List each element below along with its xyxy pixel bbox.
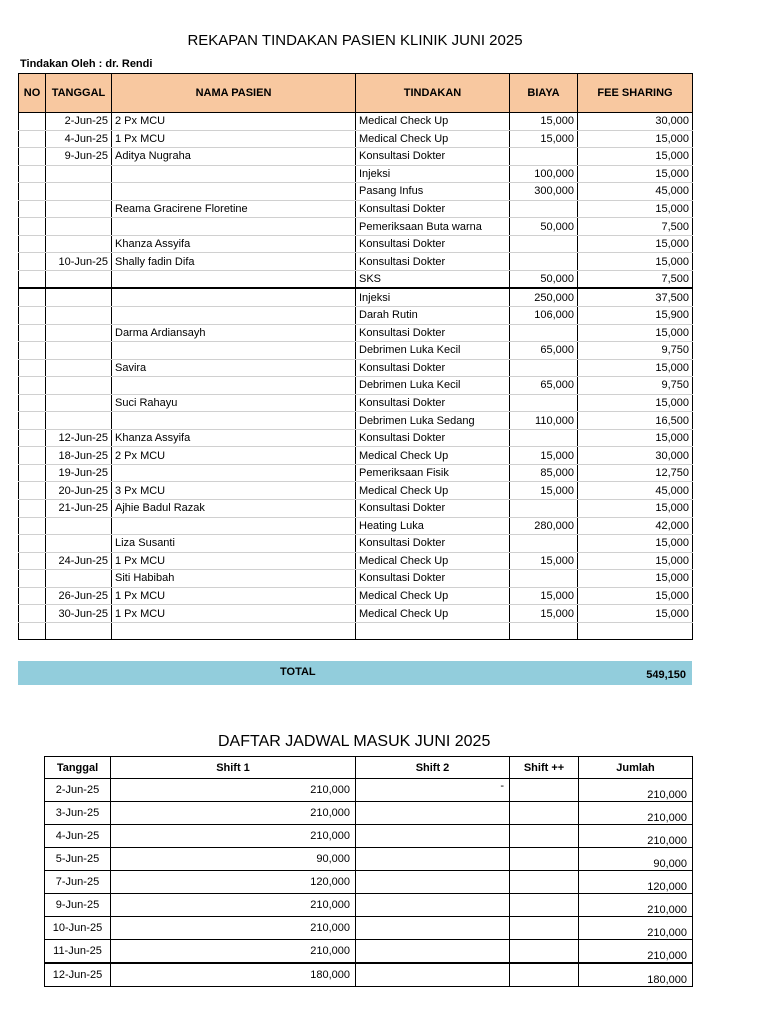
cell-no	[19, 535, 46, 553]
cell-tindakan: Konsultasi Dokter	[356, 148, 510, 166]
cell-biaya	[510, 359, 578, 377]
cell-nama-pasien: Liza Susanti	[112, 535, 356, 553]
cell-tanggal	[46, 183, 112, 201]
cell-jumlah: 120,000	[579, 871, 693, 894]
cell-tanggal: 10-Jun-25	[46, 253, 112, 271]
cell-tanggal: 19-Jun-25	[46, 464, 112, 482]
cell-tindakan: Pemeriksaan Fisik	[356, 464, 510, 482]
cell-no	[19, 622, 46, 640]
cell-nama-pasien: Shally fadin Difa	[112, 253, 356, 271]
table-row	[45, 917, 693, 940]
cell-biaya: 15,000	[510, 482, 578, 500]
cell-no	[19, 165, 46, 183]
cell-no	[19, 500, 46, 518]
cell-tindakan: Medical Check Up	[356, 587, 510, 605]
cell-tanggal	[46, 324, 112, 342]
cell-jumlah: 210,000	[579, 940, 693, 964]
cell-tindakan: Injeksi	[356, 288, 510, 306]
cell-fee-sharing: 15,000	[578, 324, 693, 342]
cell-shift-plus	[510, 871, 579, 894]
cell-no	[19, 148, 46, 166]
cell-biaya	[510, 500, 578, 518]
cell-biaya	[510, 253, 578, 271]
cell-no	[19, 235, 46, 253]
cell-tanggal: 4-Jun-25	[45, 825, 111, 848]
cell-fee-sharing: 15,000	[578, 535, 693, 553]
cell-fee-sharing: 15,000	[578, 500, 693, 518]
cell-biaya: 250,000	[510, 288, 578, 306]
table-row	[19, 622, 693, 640]
cell-tanggal: 9-Jun-25	[46, 148, 112, 166]
cell-no	[19, 200, 46, 218]
cell-nama-pasien: 1 Px MCU	[112, 130, 356, 148]
cell-nama-pasien	[112, 270, 356, 288]
cell-fee-sharing: 15,000	[578, 130, 693, 148]
cell-jumlah: 210,000	[579, 825, 693, 848]
total-bar	[18, 661, 692, 685]
cell-tanggal	[46, 165, 112, 183]
table-row	[45, 848, 693, 871]
cell-biaya	[510, 429, 578, 447]
cell-no	[19, 464, 46, 482]
table-row	[19, 359, 693, 377]
cell-nama-pasien	[112, 165, 356, 183]
cell-shift-plus	[510, 825, 579, 848]
table-row	[45, 963, 693, 987]
cell-nama-pasien: 3 Px MCU	[112, 482, 356, 500]
cell-fee-sharing: 15,000	[578, 570, 693, 588]
cell-shift-plus	[510, 917, 579, 940]
cell-no	[19, 218, 46, 236]
cell-biaya	[510, 148, 578, 166]
cell-fee-sharing: 15,000	[578, 253, 693, 271]
cell-tindakan: Konsultasi Dokter	[356, 200, 510, 218]
cell-nama-pasien	[112, 622, 356, 640]
cell-biaya: 300,000	[510, 183, 578, 201]
cell-tanggal	[46, 200, 112, 218]
cell-shift-2	[356, 963, 510, 987]
cell-fee-sharing: 7,500	[578, 270, 693, 288]
total-value: 549,150	[646, 669, 686, 681]
table-row	[19, 552, 693, 570]
table-row	[19, 412, 693, 430]
cell-fee-sharing	[578, 622, 693, 640]
cell-tanggal: 24-Jun-25	[46, 552, 112, 570]
cell-nama-pasien: 1 Px MCU	[112, 605, 356, 623]
cell-tanggal: 12-Jun-25	[45, 963, 111, 987]
cell-nama-pasien	[112, 288, 356, 306]
cell-no	[19, 288, 46, 306]
table-row	[45, 802, 693, 825]
cell-fee-sharing: 42,000	[578, 517, 693, 535]
table-row	[19, 429, 693, 447]
cell-shift-1: 210,000	[111, 940, 356, 964]
cell-tanggal: 26-Jun-25	[46, 587, 112, 605]
table-row	[19, 218, 693, 236]
cell-no	[19, 377, 46, 395]
cell-nama-pasien: Reama Gracirene Floretine	[112, 200, 356, 218]
table-row	[19, 447, 693, 465]
cell-tanggal	[46, 218, 112, 236]
table-row	[19, 200, 693, 218]
cell-nama-pasien: 1 Px MCU	[112, 552, 356, 570]
table-row	[19, 342, 693, 360]
cell-tindakan: Konsultasi Dokter	[356, 500, 510, 518]
table-row	[45, 779, 693, 802]
cell-tanggal: 20-Jun-25	[46, 482, 112, 500]
cell-biaya	[510, 394, 578, 412]
cell-tanggal	[46, 270, 112, 288]
cell-fee-sharing: 12,750	[578, 464, 693, 482]
cell-no	[19, 270, 46, 288]
cell-tanggal: 9-Jun-25	[45, 894, 111, 917]
table-row	[19, 270, 693, 288]
table-row	[19, 500, 693, 518]
cell-biaya	[510, 622, 578, 640]
column-header-biaya: BIAYA	[510, 74, 578, 113]
cell-no	[19, 552, 46, 570]
cell-tindakan: Medical Check Up	[356, 482, 510, 500]
cell-fee-sharing: 45,000	[578, 183, 693, 201]
cell-biaya: 15,000	[510, 605, 578, 623]
cell-shift-1: 210,000	[111, 825, 356, 848]
cell-shift-1: 90,000	[111, 848, 356, 871]
cell-tanggal: 2-Jun-25	[46, 113, 112, 131]
cell-fee-sharing: 15,000	[578, 605, 693, 623]
column-header-no: NO	[19, 74, 46, 113]
cell-tanggal: 3-Jun-25	[45, 802, 111, 825]
cell-shift-plus	[510, 779, 579, 802]
cell-biaya: 106,000	[510, 307, 578, 325]
column-header-tanggal: TANGGAL	[46, 74, 112, 113]
cell-tindakan: Konsultasi Dokter	[356, 570, 510, 588]
cell-no	[19, 113, 46, 131]
schedule-header-row	[45, 757, 693, 779]
cell-no	[19, 130, 46, 148]
cell-biaya	[510, 235, 578, 253]
treatment-table	[18, 73, 693, 640]
table-row	[19, 183, 693, 201]
cell-fee-sharing: 15,000	[578, 165, 693, 183]
cell-biaya: 65,000	[510, 377, 578, 395]
cell-tanggal: 12-Jun-25	[46, 429, 112, 447]
cell-tindakan: Heating Luka	[356, 517, 510, 535]
cell-tindakan: Pasang Infus	[356, 183, 510, 201]
cell-shift-plus	[510, 963, 579, 987]
table-row	[45, 894, 693, 917]
cell-no	[19, 307, 46, 325]
cell-shift-1: 180,000	[111, 963, 356, 987]
cell-tindakan: Konsultasi Dokter	[356, 235, 510, 253]
cell-tindakan: Medical Check Up	[356, 552, 510, 570]
cell-nama-pasien: Khanza Assyifa	[112, 235, 356, 253]
cell-tindakan: Pemeriksaan Buta warna	[356, 218, 510, 236]
cell-fee-sharing: 30,000	[578, 113, 693, 131]
cell-shift-2	[356, 940, 510, 964]
cell-tanggal: 11-Jun-25	[45, 940, 111, 964]
cell-shift-1: 210,000	[111, 894, 356, 917]
cell-biaya: 50,000	[510, 270, 578, 288]
cell-tanggal	[46, 342, 112, 360]
cell-tindakan: Medical Check Up	[356, 605, 510, 623]
column-header-jumlah: Jumlah	[579, 757, 693, 779]
cell-biaya: 15,000	[510, 130, 578, 148]
table-row	[19, 394, 693, 412]
cell-fee-sharing: 15,000	[578, 394, 693, 412]
schedule-table	[44, 756, 693, 987]
cell-nama-pasien	[112, 183, 356, 201]
cell-tanggal	[46, 288, 112, 306]
cell-nama-pasien: Aditya Nugraha	[112, 148, 356, 166]
cell-shift-plus	[510, 848, 579, 871]
cell-fee-sharing: 15,900	[578, 307, 693, 325]
cell-shift-2	[356, 848, 510, 871]
schedule-title: DAFTAR JADWAL MASUK JUNI 2025	[218, 733, 491, 750]
cell-nama-pasien	[112, 517, 356, 535]
cell-fee-sharing: 15,000	[578, 235, 693, 253]
cell-tindakan: Debrimen Luka Kecil	[356, 342, 510, 360]
cell-fee-sharing: 15,000	[578, 148, 693, 166]
cell-fee-sharing: 15,000	[578, 200, 693, 218]
cell-shift-1: 120,000	[111, 871, 356, 894]
cell-tindakan: Konsultasi Dokter	[356, 429, 510, 447]
cell-fee-sharing: 15,000	[578, 552, 693, 570]
cell-tindakan: Konsultasi Dokter	[356, 324, 510, 342]
cell-shift-2: -	[356, 779, 510, 802]
cell-fee-sharing: 45,000	[578, 482, 693, 500]
cell-shift-plus	[510, 940, 579, 964]
cell-nama-pasien: Khanza Assyifa	[112, 429, 356, 447]
cell-tanggal	[46, 235, 112, 253]
cell-nama-pasien	[112, 307, 356, 325]
cell-fee-sharing: 15,000	[578, 359, 693, 377]
cell-biaya	[510, 324, 578, 342]
cell-tanggal: 30-Jun-25	[46, 605, 112, 623]
cell-biaya: 65,000	[510, 342, 578, 360]
cell-jumlah: 210,000	[579, 894, 693, 917]
cell-fee-sharing: 9,750	[578, 377, 693, 395]
cell-tindakan: Medical Check Up	[356, 113, 510, 131]
cell-biaya	[510, 200, 578, 218]
cell-shift-2	[356, 871, 510, 894]
cell-tanggal	[46, 622, 112, 640]
cell-shift-2	[356, 802, 510, 825]
cell-biaya	[510, 535, 578, 553]
cell-shift-1: 210,000	[111, 917, 356, 940]
cell-jumlah: 210,000	[579, 779, 693, 802]
table-row	[19, 253, 693, 271]
cell-shift-plus	[510, 802, 579, 825]
cell-tanggal	[46, 359, 112, 377]
table-row	[19, 464, 693, 482]
cell-tindakan: Konsultasi Dokter	[356, 253, 510, 271]
cell-fee-sharing: 15,000	[578, 587, 693, 605]
column-header-tanggal: Tanggal	[45, 757, 111, 779]
cell-nama-pasien	[112, 412, 356, 430]
cell-nama-pasien	[112, 218, 356, 236]
cell-biaya: 15,000	[510, 447, 578, 465]
cell-nama-pasien: 2 Px MCU	[112, 447, 356, 465]
cell-nama-pasien	[112, 377, 356, 395]
cell-no	[19, 429, 46, 447]
cell-biaya: 50,000	[510, 218, 578, 236]
cell-tindakan: Debrimen Luka Sedang	[356, 412, 510, 430]
table-row	[19, 535, 693, 553]
cell-shift-2	[356, 894, 510, 917]
cell-tindakan: Konsultasi Dokter	[356, 394, 510, 412]
cell-tindakan: Injeksi	[356, 165, 510, 183]
cell-nama-pasien: Suci Rahayu	[112, 394, 356, 412]
cell-tanggal	[46, 570, 112, 588]
cell-tindakan: Medical Check Up	[356, 447, 510, 465]
cell-tanggal	[46, 307, 112, 325]
cell-tanggal: 21-Jun-25	[46, 500, 112, 518]
column-header-tindakan: TINDAKAN	[356, 74, 510, 113]
table-row	[19, 148, 693, 166]
table-row	[19, 587, 693, 605]
cell-jumlah: 180,000	[579, 963, 693, 987]
cell-tindakan: SKS	[356, 270, 510, 288]
cell-tanggal	[46, 517, 112, 535]
treatment-header-row	[19, 74, 693, 113]
table-row	[19, 377, 693, 395]
cell-tanggal: 2-Jun-25	[45, 779, 111, 802]
report-title: REKAPAN TINDAKAN PASIEN KLINIK JUNI 2025	[187, 32, 523, 49]
table-row	[19, 235, 693, 253]
table-row	[19, 324, 693, 342]
cell-no	[19, 605, 46, 623]
column-header-shift-plus: Shift ++	[510, 757, 579, 779]
table-row	[45, 825, 693, 848]
table-row	[19, 307, 693, 325]
table-row	[19, 113, 693, 131]
cell-tanggal	[46, 412, 112, 430]
cell-jumlah: 210,000	[579, 802, 693, 825]
cell-tindakan: Darah Rutin	[356, 307, 510, 325]
column-header-nama-pasien: NAMA PASIEN	[112, 74, 356, 113]
cell-biaya: 280,000	[510, 517, 578, 535]
cell-tanggal: 5-Jun-25	[45, 848, 111, 871]
table-row	[19, 482, 693, 500]
cell-shift-plus	[510, 894, 579, 917]
cell-tindakan	[356, 622, 510, 640]
cell-fee-sharing: 7,500	[578, 218, 693, 236]
cell-jumlah: 210,000	[579, 917, 693, 940]
cell-jumlah: 90,000	[579, 848, 693, 871]
total-label: TOTAL	[280, 666, 316, 678]
cell-biaya: 100,000	[510, 165, 578, 183]
cell-shift-2	[356, 917, 510, 940]
cell-fee-sharing: 37,500	[578, 288, 693, 306]
column-header-shift-1: Shift 1	[111, 757, 356, 779]
cell-fee-sharing: 30,000	[578, 447, 693, 465]
cell-no	[19, 324, 46, 342]
table-row	[45, 940, 693, 964]
cell-nama-pasien: Siti Habibah	[112, 570, 356, 588]
cell-tindakan: Debrimen Luka Kecil	[356, 377, 510, 395]
cell-no	[19, 394, 46, 412]
table-row	[19, 517, 693, 535]
cell-fee-sharing: 15,000	[578, 429, 693, 447]
cell-tanggal	[46, 377, 112, 395]
cell-nama-pasien	[112, 464, 356, 482]
cell-no	[19, 183, 46, 201]
cell-biaya: 85,000	[510, 464, 578, 482]
cell-nama-pasien: Savira	[112, 359, 356, 377]
cell-no	[19, 253, 46, 271]
table-row	[45, 871, 693, 894]
cell-no	[19, 570, 46, 588]
cell-shift-1: 210,000	[111, 802, 356, 825]
cell-tanggal: 10-Jun-25	[45, 917, 111, 940]
cell-no	[19, 447, 46, 465]
cell-no	[19, 517, 46, 535]
cell-tanggal: 4-Jun-25	[46, 130, 112, 148]
cell-nama-pasien: Ajhie Badul Razak	[112, 500, 356, 518]
cell-fee-sharing: 16,500	[578, 412, 693, 430]
cell-shift-1: 210,000	[111, 779, 356, 802]
cell-tanggal: 18-Jun-25	[46, 447, 112, 465]
column-header-shift-2: Shift 2	[356, 757, 510, 779]
cell-fee-sharing: 9,750	[578, 342, 693, 360]
report-subtitle: Tindakan Oleh : dr. Rendi	[20, 58, 153, 70]
cell-tindakan: Konsultasi Dokter	[356, 359, 510, 377]
cell-tindakan: Konsultasi Dokter	[356, 535, 510, 553]
cell-nama-pasien	[112, 342, 356, 360]
cell-biaya: 15,000	[510, 113, 578, 131]
cell-tanggal	[46, 535, 112, 553]
table-row	[19, 165, 693, 183]
table-row	[19, 130, 693, 148]
cell-shift-2	[356, 825, 510, 848]
table-row	[19, 288, 693, 306]
column-header-fee-sharing: FEE SHARING	[578, 74, 693, 113]
cell-nama-pasien: Darma Ardiansayh	[112, 324, 356, 342]
cell-nama-pasien: 2 Px MCU	[112, 113, 356, 131]
cell-no	[19, 482, 46, 500]
table-row	[19, 605, 693, 623]
cell-biaya: 15,000	[510, 587, 578, 605]
cell-no	[19, 587, 46, 605]
cell-tanggal: 7-Jun-25	[45, 871, 111, 894]
cell-tindakan: Medical Check Up	[356, 130, 510, 148]
cell-nama-pasien: 1 Px MCU	[112, 587, 356, 605]
cell-biaya	[510, 570, 578, 588]
cell-biaya: 110,000	[510, 412, 578, 430]
cell-biaya: 15,000	[510, 552, 578, 570]
cell-no	[19, 342, 46, 360]
table-row	[19, 570, 693, 588]
cell-tanggal	[46, 394, 112, 412]
cell-no	[19, 359, 46, 377]
cell-no	[19, 412, 46, 430]
